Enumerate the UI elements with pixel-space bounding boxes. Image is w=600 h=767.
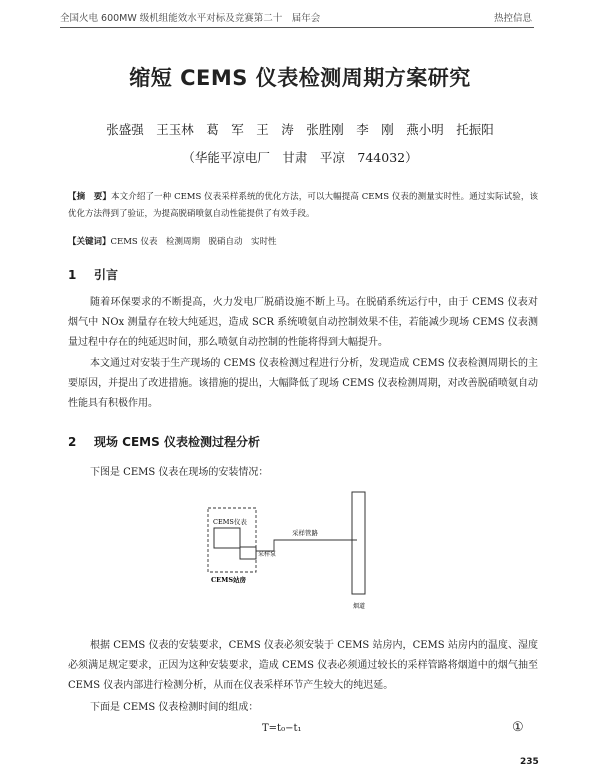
cems-station-label: CEMS站房 bbox=[211, 576, 247, 584]
affiliation: （华能平凉电厂 甘肃 平凉 744032） bbox=[182, 150, 418, 165]
figure-intro: 下图是 CEMS 仪表在现场的安装情况： bbox=[90, 467, 269, 478]
sampling-pipeline bbox=[256, 540, 357, 551]
author-list: 张盛强 王玉林 葛 军 王 涛 张胜刚 李 刚 燕小明 托振阳 bbox=[106, 122, 494, 137]
cems-instrument-label: CEMS仪表 bbox=[213, 518, 247, 526]
section-1-paragraph-1: 随着环保要求的不断提高，火力发电厂脱硝设施不断上马。在脱硝系统运行中，由于 CEMS 仪表对烟气中 NOx 测量存在较大纯延迟，造成 SCR 系统喷氨自动控制效果不佳，若能减少现场 CEMS 仪表测量过程中存在的纯延迟时间，那么喷氨自动控制的性能将得到大幅提升。 bbox=[68, 297, 538, 348]
running-header-left: 全国火电 600MW 级机组能效水平对标及竞赛第二十 届年会 bbox=[60, 13, 321, 24]
section-1-paragraph-2: 本文通过对安装于生产现场的 CEMS 仪表检测过程进行分析，发现造成 CEMS 仪表检测周期长的主要原因，并提出了改进措施。该措施的提出，大幅降低了现场 CEMS 仪表检测周期，对改善脱硝喷氨自动性能具有积极作用。 bbox=[68, 358, 538, 409]
flue-duct bbox=[352, 492, 365, 594]
section-2-title: 现场 CEMS 仪表检测过程分析 bbox=[94, 435, 260, 449]
page-number: 235 bbox=[520, 757, 539, 767]
section-1-number: 1 bbox=[68, 268, 77, 282]
sampling-pipeline-label: 采样管路 bbox=[292, 529, 318, 537]
keywords-text: CEMS 仪表 检测周期 脱硝自动 实时性 bbox=[110, 237, 277, 247]
abstract-label: 【摘 要】 bbox=[68, 192, 112, 202]
section-2-paragraph-1: 根据 CEMS 仪表的安装要求，CEMS 仪表必须安装于 CEMS 站房内，CEMS 站房内的温度、湿度必须满足规定要求，正因为这种安装要求，造成 CEMS 仪表必须通过较长的采样管路将烟道中的烟气抽至 CEMS 仪表内部进行检测分析，从而在仪表采样环节产生较大的纯迟延。 bbox=[68, 640, 538, 691]
cems-instrument-box bbox=[214, 528, 240, 548]
sampling-pump-box bbox=[240, 547, 256, 559]
keywords-label: 【关键词】 bbox=[68, 237, 111, 247]
abstract-text: 本文介绍了一种 CEMS 仪表采样系统的优化方法，可以大幅提高 CEMS 仪表的测量实时性。通过实际试验，该优化方法得到了验证，为提高脱硝喷氨自动性能提供了有效手段。 bbox=[68, 192, 538, 219]
flue-duct-label: 烟道 bbox=[353, 603, 366, 610]
section-1-title: 引言 bbox=[94, 268, 119, 282]
section-2-paragraph-2: 下面是 CEMS 仪表检测时间的组成： bbox=[90, 702, 259, 713]
equation-number: ① bbox=[512, 720, 524, 735]
sampling-pump-label: 采样泵 bbox=[258, 551, 277, 558]
running-header-right: 热控信息 bbox=[493, 13, 532, 24]
equation: T=t₀−t₁ bbox=[262, 723, 302, 734]
section-2-number: 2 bbox=[68, 435, 77, 449]
paper-title: 缩短 CEMS 仪表检测周期方案研究 bbox=[129, 66, 471, 90]
